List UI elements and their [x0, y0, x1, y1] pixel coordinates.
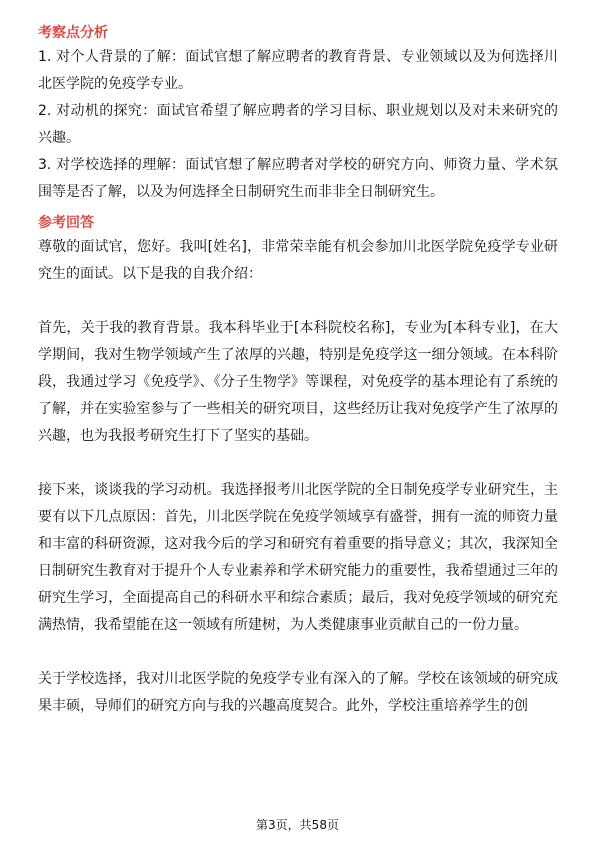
answer-paragraph-education: 首先，关于我的教育背景。我本科毕业于[本科院校名称]，专业为[本科专业]，在大学期间，我对生物学领域产生了浓厚的兴趣，特别是免疫学这一细分领域。在本科阶段，我通过学习《免疫学》、《分子生物学》等课程，对免疫学的基本理论有了系统的了解，并在实验室参与了一些相关的研究项目，这些经历让我对免疫学产生了浓厚的兴趣，也为我报考研究生打下了坚实的基础。 — [38, 320, 558, 444]
analysis-point-2: 2. 对动机的探究：面试官希望了解应聘者的学习目标、职业规划以及对未来研究的兴趣。 — [38, 103, 558, 146]
answer-paragraph-school: 关于学校选择，我对川北医学院的免疫学专业有深入的了解。学校在该领域的研究成果丰硕，导师们的研究方向与我的兴趣高度契合。此外，学校注重培养学生的创 — [38, 671, 558, 714]
paragraph-spacer — [38, 450, 558, 477]
paragraph-spacer — [38, 639, 558, 666]
answer-paragraph-greeting: 尊敬的面试官，您好。我叫[姓名]，非常荣幸能有机会参加川北医学院免疫学专业研究生的面试。以下是我的自我介绍： — [38, 239, 558, 282]
page-number: 第3页，共58页 — [256, 818, 339, 832]
page-content — [38, 22, 558, 720]
analysis-point-3: 3. 对学校选择的理解：面试官想了解应聘者对学校的研究方向、师资力量、学术氛围等是否了解，以及为何选择全日制研究生而非非全日制研究生。 — [38, 157, 558, 200]
analysis-heading: 考察点分析 — [38, 25, 108, 41]
analysis-point-1: 1. 对个人背景的了解：面试官想了解应聘者的教育背景、专业领域以及为何选择川北医学院的免疫学专业。 — [38, 49, 558, 92]
answer-paragraph-motivation: 接下来，谈谈我的学习动机。我选择报考川北医学院的全日制免疫学专业研究生，主要有以下几点原因：首先，川北医学院在免疫学领域享有盛誉，拥有一流的师资力量和丰富的科研资源，这对我今后的学习和研究有着重要的指导意义；其次，我深知全日制研究生教育对于提升个人专业素养和学术研究能力的重要性，我希望通过三年的研究生学习，全面提高自己的科研水平和综合素质；最后，我对免疫学领域的研究充满热情，我希望能在这一领域有所建树，为人类健康事业贡献自己的一份力量。 — [38, 482, 558, 633]
paragraph-spacer — [38, 288, 558, 315]
answer-heading: 参考回答 — [38, 215, 94, 231]
